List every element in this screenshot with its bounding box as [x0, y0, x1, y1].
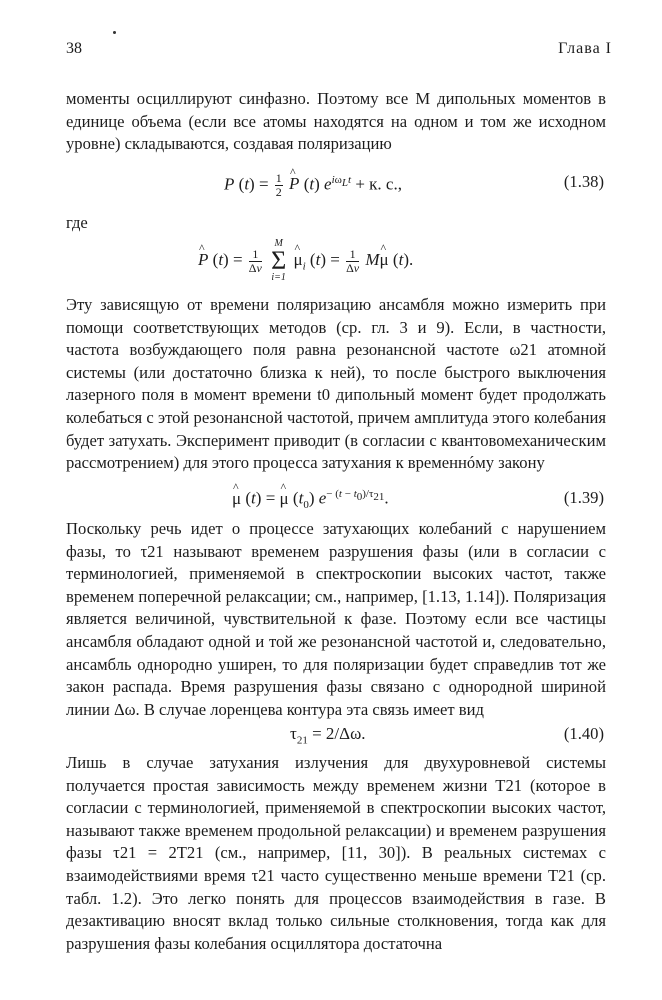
paragraph-2: [66, 294, 606, 475]
equation-sum-formula: ^ P (t) = $\frac{1}{\Delta v}$ M Σ i=1 ^ $\mu_i$ (t) = $\frac{1}{\Delta v}$ M^ μ (t).: [198, 238, 413, 284]
equation-1-40-number: (1.40): [563, 724, 604, 743]
where-label: где: [66, 213, 88, 232]
equation-1-38-number: (1.38): [563, 172, 604, 191]
equation-1-39-number: (1.39): [563, 488, 604, 507]
paragraph-1: [66, 88, 606, 156]
print-speck: [113, 31, 116, 34]
paragraph-2-text: Эту зависящую от времени поляризацию ансамбля можно измерить при помощи соответствующих методов (ср. гл. 3 и 9). Если, в частности, частота возбуждающего поля равна резонансной частоте ω21 атомной системы (или достаточно близка к ней), то после быстрого выключения лазерного поля в момент времени t0 дипольный момент будет продолжать колебаться с этой резонансной частотой, причем амплитуда этого колебания будет затухать. Эксперимент приводит (в согласии с квантовомеханическим рассмотрением) для этого процесса затухания к временнóму закону: [66, 295, 606, 473]
chapter-title: Глава I: [558, 40, 612, 57]
paragraph-3-text: Поскольку речь идет о процессе затухающих колебаний с нарушением фазы, то τ21 называют временем разрушения фазы (или в согласии с терминологией, применяемой в спектроскопии высоких частот, также временем поперечной релаксации; см., например, [1.13, 1.14]). Поляризация является величиной, чувствительной к фазе. Поэтому если все частицы ансамбля обладают одной и той же резонансной частотой и, следовательно, ансамбль однородно уширен, то для поляризации будет справедлив тот же закон распада. Время разрушения фазы связано с однородной шириной линии Δω. В случае лоренцева контура эта связь имеет вид: [66, 519, 606, 719]
paragraph-1-text: моменты осциллируют синфазно. Поэтому все M дипольных моментов в единице объема (если все атомы находятся на одном и том же исходном уровне) складываются, создавая поляризацию: [66, 89, 606, 154]
paragraph-3: [66, 518, 606, 721]
equation-1-39-formula: ^ μ (t) = ^ μ $(t_0)$ $e^{- (t - t_0)/\tau_{21}}$.: [232, 488, 389, 511]
page-number: 38: [66, 40, 82, 57]
equation-1-38-formula: P (t) = $\frac{1}{2}$ ^ P (t) $e^{i\omega_Lt} + к$. с.,: [224, 172, 402, 199]
paragraph-4: [66, 752, 606, 955]
paragraph-4-text: Лишь в случае затухания излучения для двухуровневой системы получается простая зависимость между временем жизни T21 (которое в согласии с терминологией, применяемой в спектроскопии высоких частот, называют также временем продольной релаксации) и временем разрушения фазы τ21 = 2T21 (см., например, [11, 30]). В реальных системах с взаимодействиями время τ21 часто существенно меньше времени T21 (ср. табл. 1.2). Это легко понять для процессов взаимодействия в газе. В дезактивацию вносят вклад только сильные столкновения, тогда как для разрушения фазы колебания осциллятора достаточна: [66, 753, 606, 953]
equation-1-40-formula: $\tau_{21} = 2/\Delta\omega$.: [290, 724, 366, 747]
